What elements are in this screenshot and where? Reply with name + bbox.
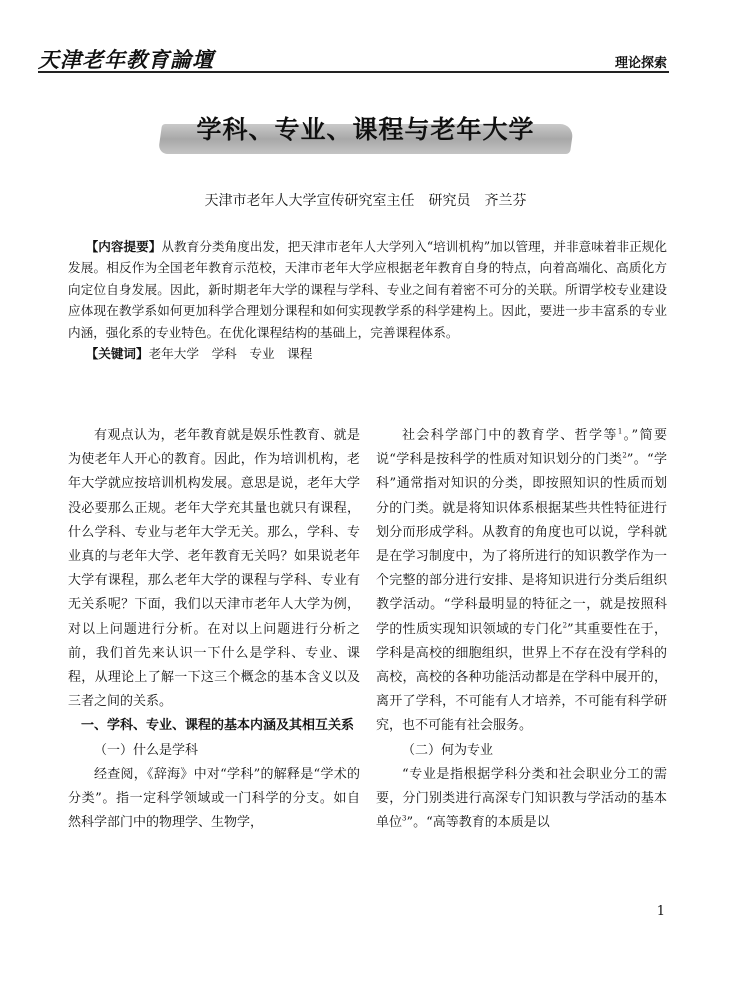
page-number: 1 [656,904,665,919]
header-divider [38,71,669,73]
keywords-line [68,343,667,364]
body-paragraph [376,763,667,836]
text-run: ”。“学科”通常指对知识的分类，即按照知识的性质而划分的门类。就是将知识体系根据某些共性特征进行划分而形成学科。从教育的角度也可以说，学科就是在学习制度中，为了将所进行的知识教学作为一个完整的部分进行安排、是将知识进行分类后组织教学活动。“学科最明显的特征之一，就是按照科学的性质实现知识领域的专门化 [376,452,667,637]
keywords-label: 【关键词】 [85,346,149,362]
text-run: 。”简要说“学科是按科学的性质对知识划分的门类 [376,428,667,468]
text-run: ”。“高等教育的本质是以 [406,815,550,831]
section-label: 理论探索 [614,56,667,71]
author-line [0,190,731,210]
body-column-left [68,424,360,835]
author-affiliation: 天津市老年人大学宣传研究室主任 [204,193,415,209]
keywords-text: 老年大学 学科 专业 课程 [148,346,313,362]
body-paragraph: 经查阅，《辞海》中对“学科”的解释是“学术的分类”。指一定科学领域或一门科学的分支。如自然科学部门中的物理学、生物学， [68,766,360,831]
subsection-heading: （二）何为专业 [402,742,494,758]
abstract-text: 从教育分类角度出发，把天津市老年人大学列入“培训机构”加以管理，并非意味着非正规化发展。相反作为全国老年教育示范校，天津市老年大学应根据老年教育自身的特点，向着高端化、高质化方向定位自身发展。因此，新时期老年大学的课程与学科、专业之间有着密不可分的关联。所谓学校专业建设应体现在教学系如何更加科学合理划分课程和如何实现教学系的科学建构上。因此，要进一步丰富系的专业内涵，强化系的专业特色。在优化课程结构的基础上，完善课程体系。 [68,239,667,340]
footnote-ref: 3 [402,814,407,823]
footnote-ref: 1 [617,427,623,436]
abstract-label: 【内容提要】 [85,239,162,254]
author-position: 研究员 [428,193,471,209]
abstract-paragraph [68,236,667,343]
journal-logo: 天津老年教育論壇 [38,47,214,72]
subsection-heading: （一）什么是学科 [94,742,199,758]
author-name: 齐兰芬 [484,193,527,209]
body-column-right [376,424,667,835]
body-paragraph [376,424,667,739]
text-run: ”其重要性在于，学科是高校的细胞组织，世界上不存在没有学科的高校，高校的各种功能活动都是在学科中展开的，离开了学科，不可能有人才培养，不可能有科学研究，也不可能有社会服务。 [376,621,667,734]
text-run: 社会科学部门中的教育学、哲学等 [402,428,618,443]
text-run: “专业是指根据学科分类和社会职业分工的需要，分门别类进行高深专门知识教与学活动的基本单位 [376,766,667,831]
abstract-block [68,236,667,364]
section-heading: 一、学科、专业、课程的基本内涵及其相互关系 [81,718,355,734]
article-title: 学科、专业、课程与老年大学 [196,115,535,144]
footnote-ref: 2 [622,451,627,460]
footnote-ref: 2 [562,621,568,630]
body-paragraph: 有观点认为，老年教育就是娱乐性教育、就是为使老年人开心的教育。因此，作为培训机构，老年大学就应按培训机构发展。意思是说，老年大学没必要那么正规。老年大学充其量也就只有课程，什么学科、专业与老年大学无关。那么，学科、专业真的与老年大学、老年教育无关吗？如果说老年大学有课程，那么老年大学的课程与学科、专业有无关系呢？下面，我们以天津市老年人大学为例，对以上问题进行分析。在对以上问题进行分析之前，我们首先来认识一下什么是学科、专业、课程，从理论上了解一下这三个概念的基本含义以及三者之间的关系。 [68,428,360,710]
